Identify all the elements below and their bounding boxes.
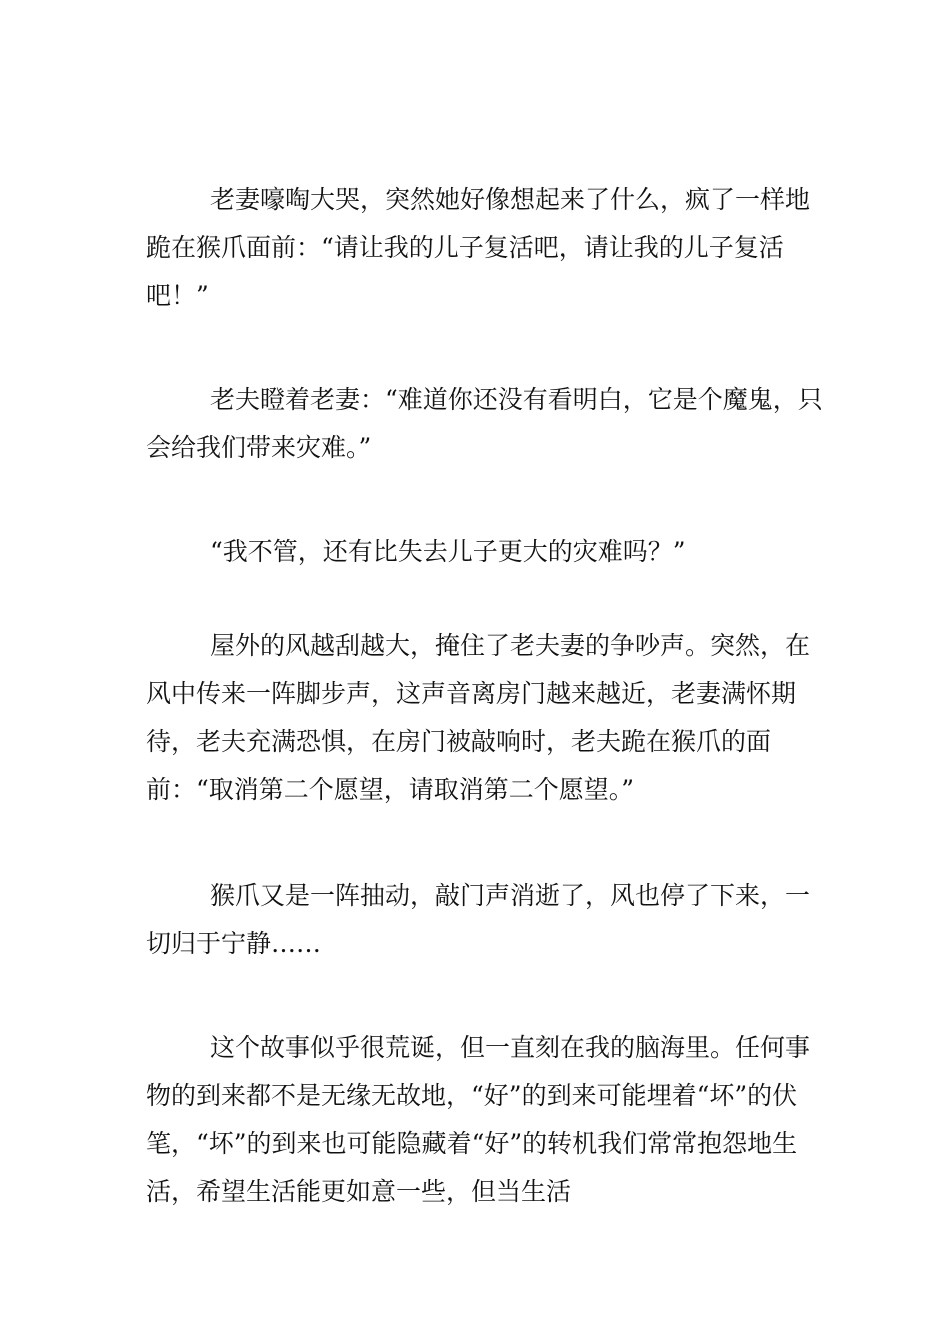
paragraph-2: 老夫瞪着老妻：“难道你还没有看明白，它是个魔鬼，只会给我们带来灾难。” <box>146 385 823 462</box>
paragraph-4: 屋外的风越刮越大，掩住了老夫妻的争吵声。突然，在风中传来一阵脚步声，这声音离房门越来越近，老妻满怀期待，老夫充满恐惧，在房门被敲响时，老夫跪在猴爪的面前：“取消第二个愿望，请取消第二个愿望。” <box>146 631 811 804</box>
paragraph-1: 老妻嚎啕大哭，突然她好像想起来了什么，疯了一样地跪在猴爪面前：“请让我的儿子复活吧，请让我的儿子复活吧！” <box>146 185 811 310</box>
paragraph-6: 这个故事似乎很荒诞，但一直刻在我的脑海里。任何事物的到来都不是无缘无故地，“好”的到来可能埋着“坏”的伏笔，“坏”的到来也可能隐藏着“好”的转机我们常常抱怨地生活，希望生活能更如意一些，但当生活 <box>146 1033 811 1206</box>
paragraph-5: 猴爪又是一阵抽动，敲门声消逝了，风也停了下来，一切归于宁静…… <box>146 881 811 958</box>
paragraph-3: “我不管，还有比失去儿子更大的灾难吗？” <box>210 537 686 566</box>
